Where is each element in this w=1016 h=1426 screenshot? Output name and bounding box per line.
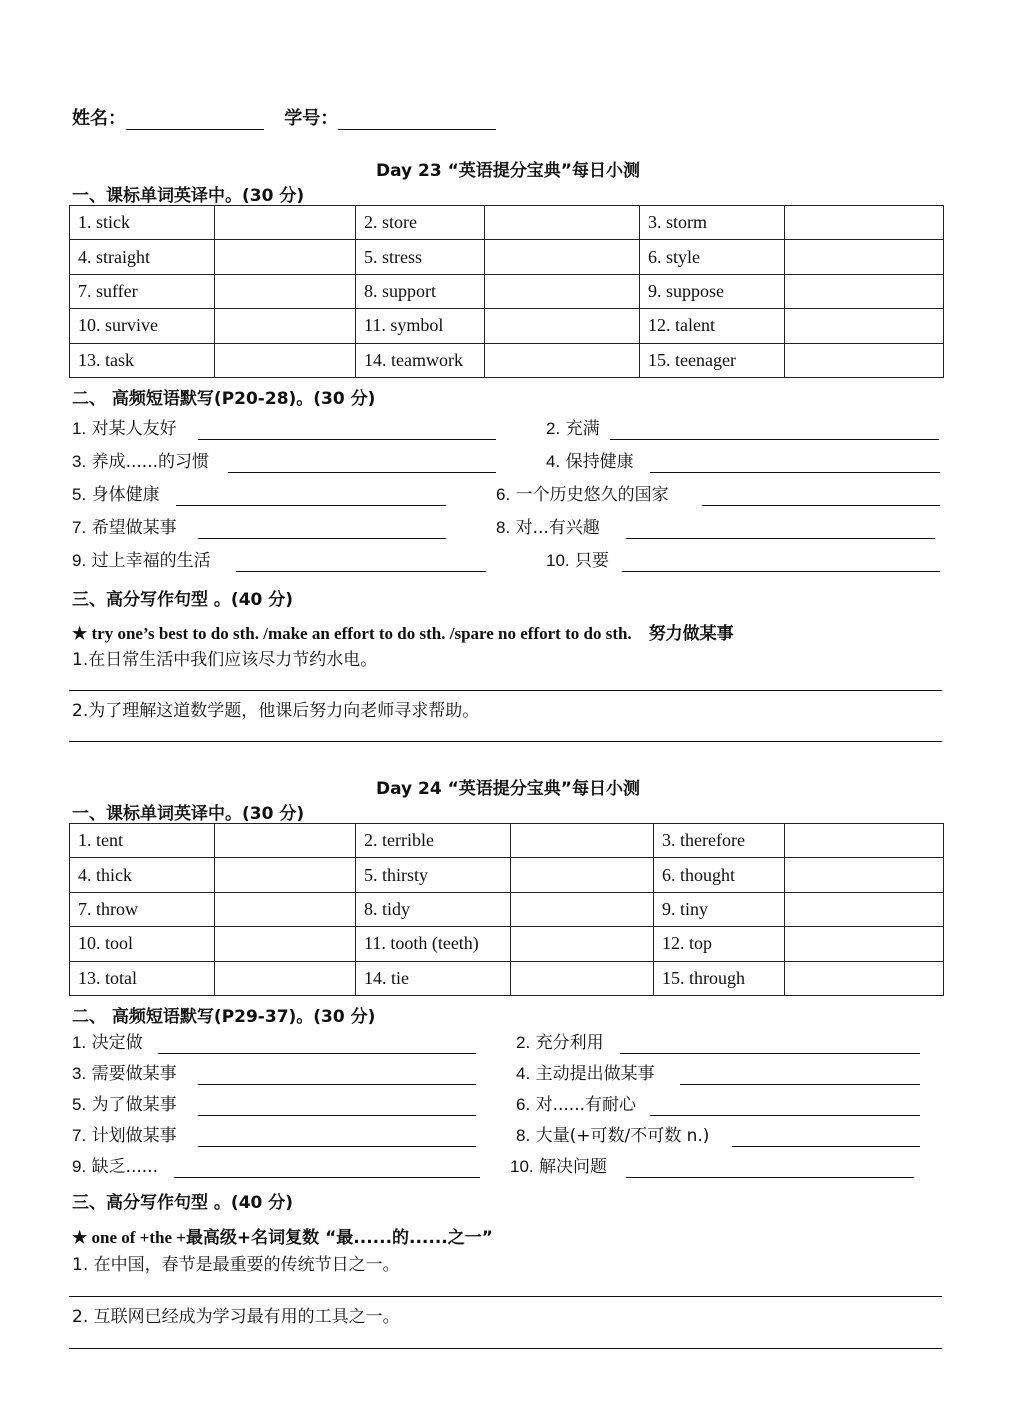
table-row [70, 206, 944, 240]
day24-question-1: 1. 在中国，春节是最重要的传统节日之一。 [72, 1255, 400, 1275]
phrase-answer-line[interactable] [198, 1115, 476, 1116]
word-cell: 14. teamwork [356, 343, 485, 377]
answer-cell[interactable] [785, 240, 944, 274]
answer-cell[interactable] [215, 206, 356, 240]
phrase-answer-line[interactable] [702, 505, 940, 506]
answer-cell[interactable] [511, 961, 654, 995]
phrase-answer-line[interactable] [650, 472, 940, 473]
day23-sentence-pattern: ★ try one’s best to do sth. /make an effort to do sth. /spare no effort to do sth. 努力做某事 [72, 624, 734, 644]
phrase-item: 9. 缺乏...... [72, 1156, 480, 1178]
phrase-answer-line[interactable] [176, 505, 446, 506]
word-cell: 14. tie [356, 961, 511, 995]
word-cell: 11. tooth (teeth) [356, 927, 511, 961]
answer-cell[interactable] [215, 961, 356, 995]
answer-cell[interactable] [785, 858, 944, 892]
phrase-item: 7. 希望做某事 [72, 517, 446, 539]
answer-cell[interactable] [215, 343, 356, 377]
phrase-answer-line[interactable] [198, 1146, 476, 1147]
table-row [70, 927, 944, 961]
day24-section1-heading: 一、课标单词英译中。(30 分) [72, 804, 305, 824]
phrase-answer-line[interactable] [680, 1084, 920, 1085]
word-cell: 6. thought [654, 858, 785, 892]
phrase-item: 1. 对某人友好 [72, 418, 496, 440]
phrase-answer-line[interactable] [732, 1146, 920, 1147]
word-cell: 10. survive [70, 309, 215, 343]
answer-cell[interactable] [785, 892, 944, 926]
day24-section2-heading: 二、 高频短语默写(P29-37)。(30 分) [72, 1007, 376, 1027]
answer-cell[interactable] [215, 892, 356, 926]
day23-question-1: 1.在日常生活中我们应该尽力节约水电。 [72, 650, 378, 670]
day23-question-2: 2.为了理解这道数学题，他课后努力向老师寻求帮助。 [72, 701, 480, 721]
day24-title: Day 24 “英语提分宝典”每日小测 [376, 779, 640, 799]
answer-cell[interactable] [485, 309, 640, 343]
phrase-item: 1. 决定做 [72, 1032, 476, 1054]
word-cell: 3. storm [640, 206, 785, 240]
student-info-header [72, 104, 510, 130]
answer-cell[interactable] [785, 206, 944, 240]
word-cell: 1. stick [70, 206, 215, 240]
phrase-item: 6. 一个历史悠久的国家 [496, 484, 940, 506]
phrase-item: 3. 养成......的习惯 [72, 451, 496, 473]
word-cell: 12. top [654, 927, 785, 961]
answer-cell[interactable] [215, 824, 356, 858]
phrase-item: 5. 为了做某事 [72, 1094, 476, 1116]
name-label: 姓名： [72, 108, 126, 129]
phrase-item: 8. 大量(+可数/不可数 n.) [516, 1125, 920, 1147]
word-cell: 9. tiny [654, 892, 785, 926]
answer-cell[interactable] [511, 927, 654, 961]
table-row [70, 892, 944, 926]
word-cell: 12. talent [640, 309, 785, 343]
answer-cell[interactable] [485, 206, 640, 240]
word-cell: 3. therefore [654, 824, 785, 858]
word-cell: 7. suffer [70, 274, 215, 308]
answer-cell[interactable] [215, 240, 356, 274]
answer-cell[interactable] [511, 892, 654, 926]
word-cell: 13. task [70, 343, 215, 377]
phrase-answer-line[interactable] [198, 439, 496, 440]
word-cell: 10. tool [70, 927, 215, 961]
phrase-answer-line[interactable] [228, 472, 496, 473]
phrase-answer-line[interactable] [236, 571, 486, 572]
phrase-answer-line[interactable] [174, 1177, 480, 1178]
day23-section3-heading: 三、高分写作句型 。(40 分) [72, 590, 294, 610]
answer-cell[interactable] [485, 343, 640, 377]
answer-cell[interactable] [785, 274, 944, 308]
answer-cell[interactable] [485, 274, 640, 308]
day23-section2-heading: 二、 高频短语默写(P20-28)。(30 分) [72, 389, 376, 409]
phrase-item: 4. 保持健康 [546, 451, 940, 473]
day24-sentence-pattern: ★ one of +the +最高级+名词复数 “最......的......之一” [72, 1228, 493, 1248]
day23-vocabulary-table [69, 205, 944, 378]
day23-title: Day 23 “英语提分宝典”每日小测 [376, 161, 640, 181]
word-cell: 4. thick [70, 858, 215, 892]
answer-cell[interactable] [215, 927, 356, 961]
word-cell: 15. through [654, 961, 785, 995]
word-cell: 5. stress [356, 240, 485, 274]
phrase-answer-line[interactable] [650, 1115, 920, 1116]
table-row [70, 343, 944, 377]
answer-cell[interactable] [785, 927, 944, 961]
day24-vocabulary-table [69, 823, 944, 996]
table-row [70, 961, 944, 995]
answer-cell[interactable] [215, 858, 356, 892]
day24-question-2: 2. 互联网已经成为学习最有用的工具之一。 [72, 1307, 400, 1327]
answer-cell[interactable] [785, 824, 944, 858]
table-row [70, 824, 944, 858]
phrase-answer-line[interactable] [610, 439, 939, 440]
table-row [70, 274, 944, 308]
day24-section3-heading: 三、高分写作句型 。(40 分) [72, 1193, 294, 1213]
word-cell: 8. tidy [356, 892, 511, 926]
table-row [70, 309, 944, 343]
phrase-answer-line[interactable] [622, 571, 940, 572]
answer-cell[interactable] [785, 309, 944, 343]
answer-cell[interactable] [785, 961, 944, 995]
phrase-item: 7. 计划做某事 [72, 1125, 476, 1147]
answer-line[interactable] [69, 1296, 942, 1297]
phrase-answer-line[interactable] [620, 1053, 920, 1054]
word-cell: 2. store [356, 206, 485, 240]
phrase-item: 6. 对......有耐心 [516, 1094, 920, 1116]
answer-cell[interactable] [485, 240, 640, 274]
phrase-item: 3. 需要做某事 [72, 1063, 476, 1085]
word-cell: 15. teenager [640, 343, 785, 377]
student-id-blank[interactable] [338, 111, 496, 130]
word-cell: 8. support [356, 274, 485, 308]
phrase-item: 5. 身体健康 [72, 484, 446, 506]
word-cell: 13. total [70, 961, 215, 995]
word-cell: 7. throw [70, 892, 215, 926]
table-row [70, 240, 944, 274]
name-blank[interactable] [126, 111, 264, 130]
phrase-item: 10. 只要 [546, 550, 940, 572]
phrase-item: 9. 过上幸福的生活 [72, 550, 486, 572]
word-cell: 2. terrible [356, 824, 511, 858]
answer-cell[interactable] [511, 858, 654, 892]
answer-cell[interactable] [785, 343, 944, 377]
answer-line[interactable] [69, 1348, 942, 1349]
student-id-label: 学号： [284, 108, 339, 129]
word-cell: 9. suppose [640, 274, 785, 308]
phrase-answer-line[interactable] [626, 538, 935, 539]
phrase-answer-line[interactable] [626, 1177, 914, 1178]
phrase-item: 8. 对...有兴趣 [496, 517, 935, 539]
answer-cell[interactable] [215, 274, 356, 308]
phrase-item: 4. 主动提出做某事 [516, 1063, 920, 1085]
answer-line[interactable] [69, 690, 942, 691]
phrase-answer-line[interactable] [198, 538, 446, 539]
word-cell: 5. thirsty [356, 858, 511, 892]
word-cell: 1. tent [70, 824, 215, 858]
answer-cell[interactable] [511, 824, 654, 858]
phrase-answer-line[interactable] [198, 1084, 476, 1085]
phrase-item: 2. 充分利用 [516, 1032, 920, 1054]
answer-cell[interactable] [215, 309, 356, 343]
word-cell: 6. style [640, 240, 785, 274]
phrase-item: 10. 解决问题 [510, 1156, 914, 1178]
table-row [70, 858, 944, 892]
answer-line[interactable] [69, 741, 942, 742]
phrase-item: 2. 充满 [546, 418, 939, 440]
phrase-answer-line[interactable] [158, 1053, 476, 1054]
word-cell: 4. straight [70, 240, 215, 274]
day23-section1-heading: 一、课标单词英译中。(30 分) [72, 186, 305, 206]
word-cell: 11. symbol [356, 309, 485, 343]
